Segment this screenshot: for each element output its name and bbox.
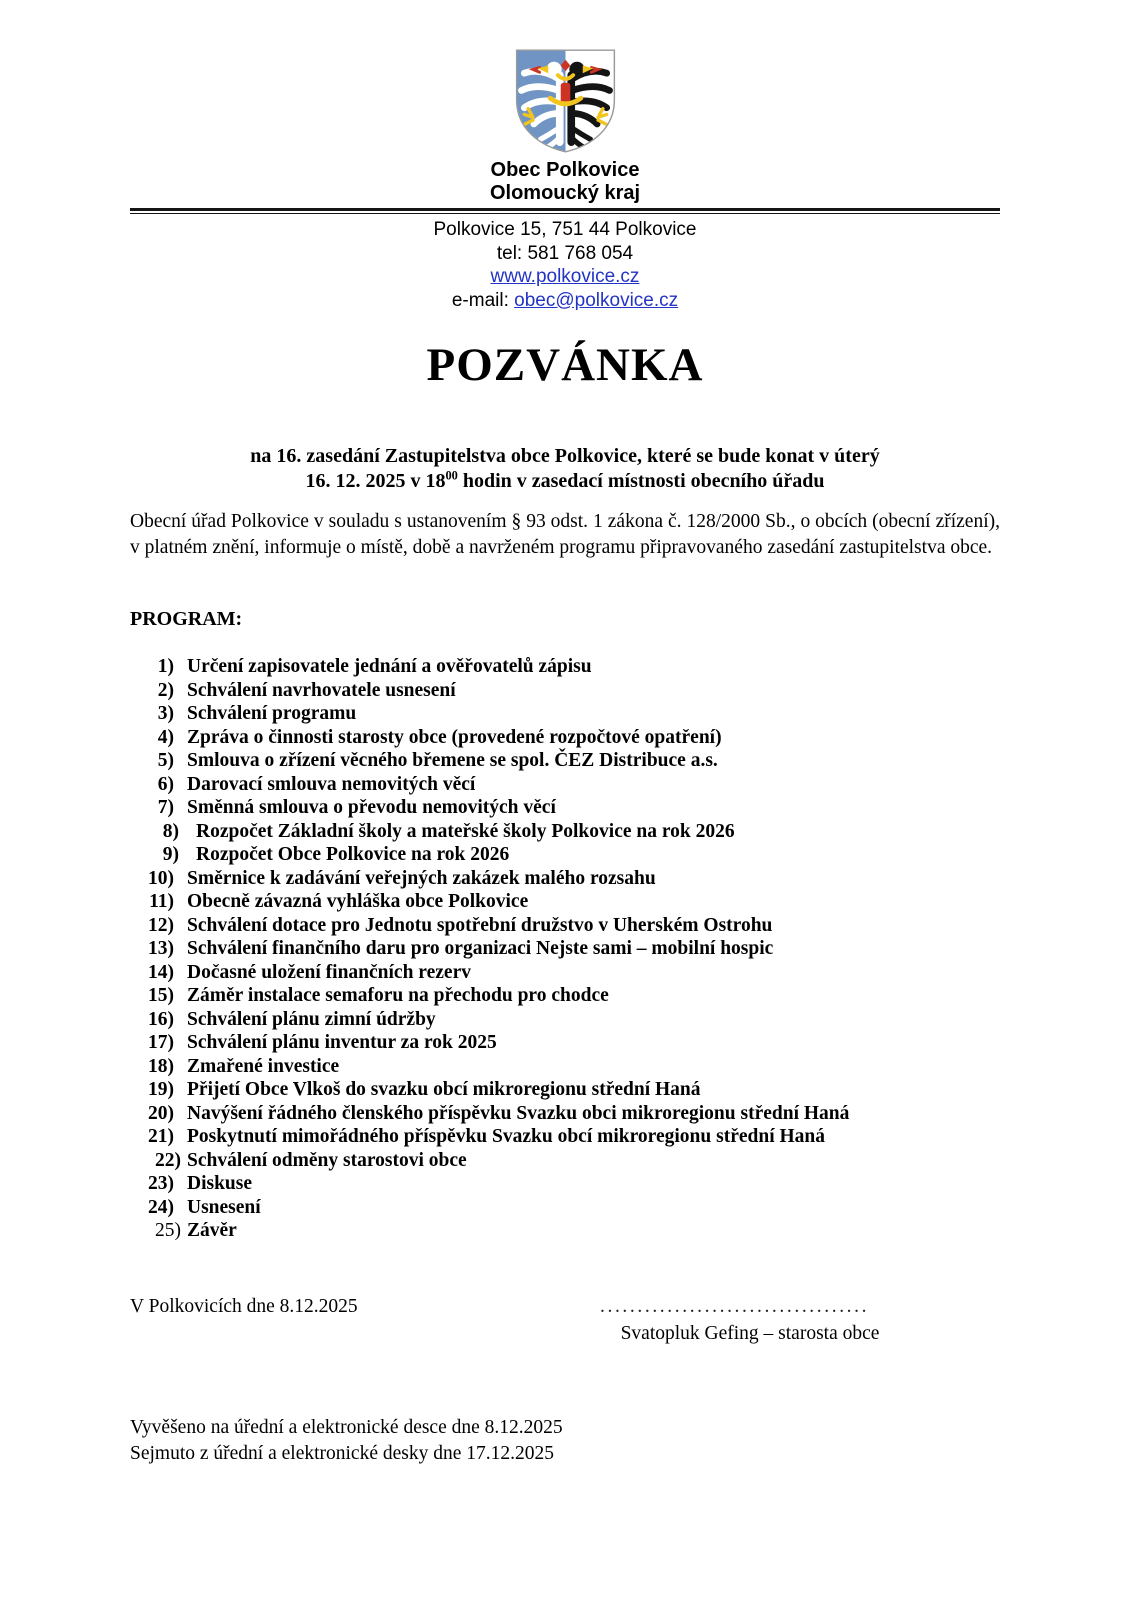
email-link[interactable]: obec@polkovice.cz bbox=[514, 289, 679, 311]
program-item-text: Poskytnutí mimořádného příspěvku Svazku obcí mikroregionu střední Haná bbox=[187, 1126, 826, 1147]
place-date: V Polkovicích dne 8.12.2025 bbox=[130, 1295, 358, 1317]
program-item bbox=[130, 867, 1000, 891]
program-item bbox=[130, 914, 1000, 938]
program-item bbox=[130, 1125, 1000, 1149]
program-item-text: Zpráva o činnosti starosty obce (provedené rozpočtové opatření) bbox=[187, 726, 722, 748]
program-item-text: Rozpočet Základní školy a mateřské školy Polkovice na rok 2026 bbox=[196, 820, 735, 842]
program-item-number: 9) bbox=[162, 844, 179, 865]
program-item bbox=[130, 726, 1000, 750]
program-item-text: Usnesení bbox=[187, 1196, 261, 1218]
program-item-text: Diskuse bbox=[187, 1173, 253, 1194]
program-item-text: Určení zapisovatele jednání a ověřovatelů zápisu bbox=[187, 656, 592, 677]
contact-block bbox=[130, 218, 1000, 312]
signature-block bbox=[130, 1293, 1000, 1347]
program-item-number: 22) bbox=[155, 1149, 181, 1171]
program-item-text: Schválení dotace pro Jednotu spotřební družstvo v Uherském Ostrohu bbox=[187, 914, 773, 936]
program-item bbox=[130, 890, 1000, 914]
letterhead bbox=[130, 46, 1000, 312]
program-item-number: 13) bbox=[148, 938, 174, 959]
invitation-line2: 16. 12. 2025 v $18^{00}$ hodin v zasedací místnosti obecního úřadu bbox=[305, 467, 825, 492]
intro-paragraph: Obecní úřad Polkovice v souladu s ustanovením § 93 odst. 1 zákona č. 128/2000 Sb., o obcích (obecní zřízení), v platném znění, informuje o místě, době a navrženém programu připravovaného zasedání zastupitelstva obce. bbox=[130, 511, 1000, 558]
program-item bbox=[130, 1078, 1000, 1102]
email-label: e-mail: bbox=[451, 289, 515, 311]
program-item bbox=[130, 820, 1000, 844]
municipal-coat-of-arms bbox=[130, 46, 1000, 156]
org-address: Polkovice 15, 751 44 Polkovice bbox=[433, 219, 697, 240]
program-item bbox=[130, 749, 1000, 773]
program-item-text: Záměr instalace semaforu na přechodu pro chodce bbox=[187, 985, 609, 1006]
removed-date: Sejmuto z úřední a elektronické desky dne 17.12.2025 bbox=[130, 1442, 555, 1464]
program-item-number: 14) bbox=[148, 961, 174, 983]
program-item bbox=[130, 1196, 1000, 1220]
program-item-number: 10) bbox=[148, 867, 174, 889]
program-item-number: 2) bbox=[157, 679, 174, 701]
program-item-text: Závěr bbox=[187, 1220, 237, 1241]
program-item bbox=[130, 937, 1000, 961]
program-item-number: 15) bbox=[148, 985, 174, 1006]
website-link[interactable]: www.polkovice.cz bbox=[490, 266, 640, 287]
org-phone: tel: 581 768 054 bbox=[496, 242, 634, 264]
program-item-text: Rozpočet Obce Polkovice na rok 2026 bbox=[196, 844, 510, 865]
program-item-number: 25) bbox=[155, 1220, 181, 1241]
program-heading: PROGRAM: bbox=[130, 608, 243, 630]
program-item-number: 16) bbox=[148, 1008, 174, 1030]
program-item-number: 4) bbox=[157, 726, 174, 748]
program-item bbox=[130, 679, 1000, 703]
program-item-number: 1) bbox=[157, 656, 174, 677]
program-item bbox=[130, 984, 1000, 1008]
header-divider bbox=[130, 208, 1000, 214]
program-item bbox=[130, 1008, 1000, 1032]
program-item bbox=[130, 702, 1000, 726]
program-item-number: 23) bbox=[148, 1173, 174, 1194]
program-item-text: Obecně závazná vyhláška obce Polkovice bbox=[187, 891, 529, 912]
program-item-text: Schválení programu bbox=[187, 703, 357, 724]
program-item-text: Směrnice k zadávání veřejných zakázek malého rozsahu bbox=[187, 867, 656, 889]
signatory-name: Svatopluk Gefing – starosta obce bbox=[620, 1322, 880, 1344]
posted-date: Vyvěšeno na úřední a elektronické desce dne 8.12.2025 bbox=[130, 1416, 563, 1438]
program-item bbox=[130, 1172, 1000, 1196]
program-item-number: 3) bbox=[157, 703, 174, 724]
program-item-number: 11) bbox=[149, 891, 174, 912]
program-item-text: Směnná smlouva o převodu nemovitých věcí bbox=[187, 797, 556, 818]
signature-line: .................................... bbox=[600, 1295, 870, 1317]
program-item bbox=[130, 961, 1000, 985]
program-item-text: Schválení plánu zimní údržby bbox=[187, 1008, 436, 1030]
program-item-text: Dočasné uložení finančních rezerv bbox=[187, 961, 471, 983]
program-item-number: 19) bbox=[148, 1079, 174, 1100]
program-item-number: 7) bbox=[157, 797, 174, 818]
program-item-text: Přijetí Obce Vlkoš do svazku obcí mikroregionu střední Haná bbox=[187, 1079, 701, 1100]
program-list bbox=[130, 655, 1000, 1243]
program-item-number: 6) bbox=[157, 773, 174, 795]
website-line bbox=[130, 265, 1000, 289]
program-item-number: 24) bbox=[148, 1196, 174, 1218]
program-item-number: 18) bbox=[148, 1055, 174, 1077]
document-title: POZVÁNKA bbox=[426, 339, 704, 391]
program-item bbox=[130, 843, 1000, 867]
program-item-text: Darovací smlouva nemovitých věcí bbox=[187, 773, 476, 795]
org-region: Olomoucký kraj bbox=[489, 182, 641, 204]
program-item-number: 17) bbox=[148, 1032, 174, 1053]
signature-area bbox=[600, 1293, 900, 1347]
org-name: Obec Polkovice bbox=[490, 159, 640, 181]
program-item-number: 8) bbox=[162, 820, 179, 842]
program-item bbox=[130, 796, 1000, 820]
program-item bbox=[130, 1031, 1000, 1055]
program-item bbox=[130, 1102, 1000, 1126]
invitation-line1: na 16. zasedání Zastupitelstva obce Polkovice, které se bude konat v úterý bbox=[250, 445, 880, 467]
invitation-summary bbox=[130, 444, 1000, 493]
program-item-text: Schválení odměny starostovi obce bbox=[187, 1149, 467, 1171]
program-item-number: 21) bbox=[148, 1126, 174, 1147]
program-item-text: Schválení finančního daru pro organizaci Nejste sami – mobilní hospic bbox=[187, 938, 774, 959]
coat-of-arms-graphic bbox=[508, 46, 623, 156]
posting-info bbox=[130, 1415, 1000, 1467]
program-item-text: Navýšení řádného členského příspěvku Svazku obci mikroregionu střední Haná bbox=[187, 1102, 850, 1124]
program-item bbox=[130, 773, 1000, 797]
program-item bbox=[130, 1219, 1000, 1243]
time-superscript: 00 bbox=[445, 467, 458, 482]
program-item-text: Schválení navrhovatele usnesení bbox=[187, 679, 456, 701]
email-line bbox=[130, 289, 1000, 313]
program-item-text: Zmařené investice bbox=[187, 1055, 340, 1077]
program-item-text: Schválení plánu inventur za rok 2025 bbox=[187, 1032, 497, 1053]
program-item-text: Smlouva o zřízení věcného břemene se spol. ČEZ Distribuce a.s. bbox=[187, 750, 718, 771]
program-item-number: 20) bbox=[148, 1102, 174, 1124]
program-item bbox=[130, 1055, 1000, 1079]
program-item-number: 5) bbox=[157, 750, 174, 771]
program-item bbox=[130, 655, 1000, 679]
program-item bbox=[130, 1149, 1000, 1173]
program-item-number: 12) bbox=[148, 914, 174, 936]
